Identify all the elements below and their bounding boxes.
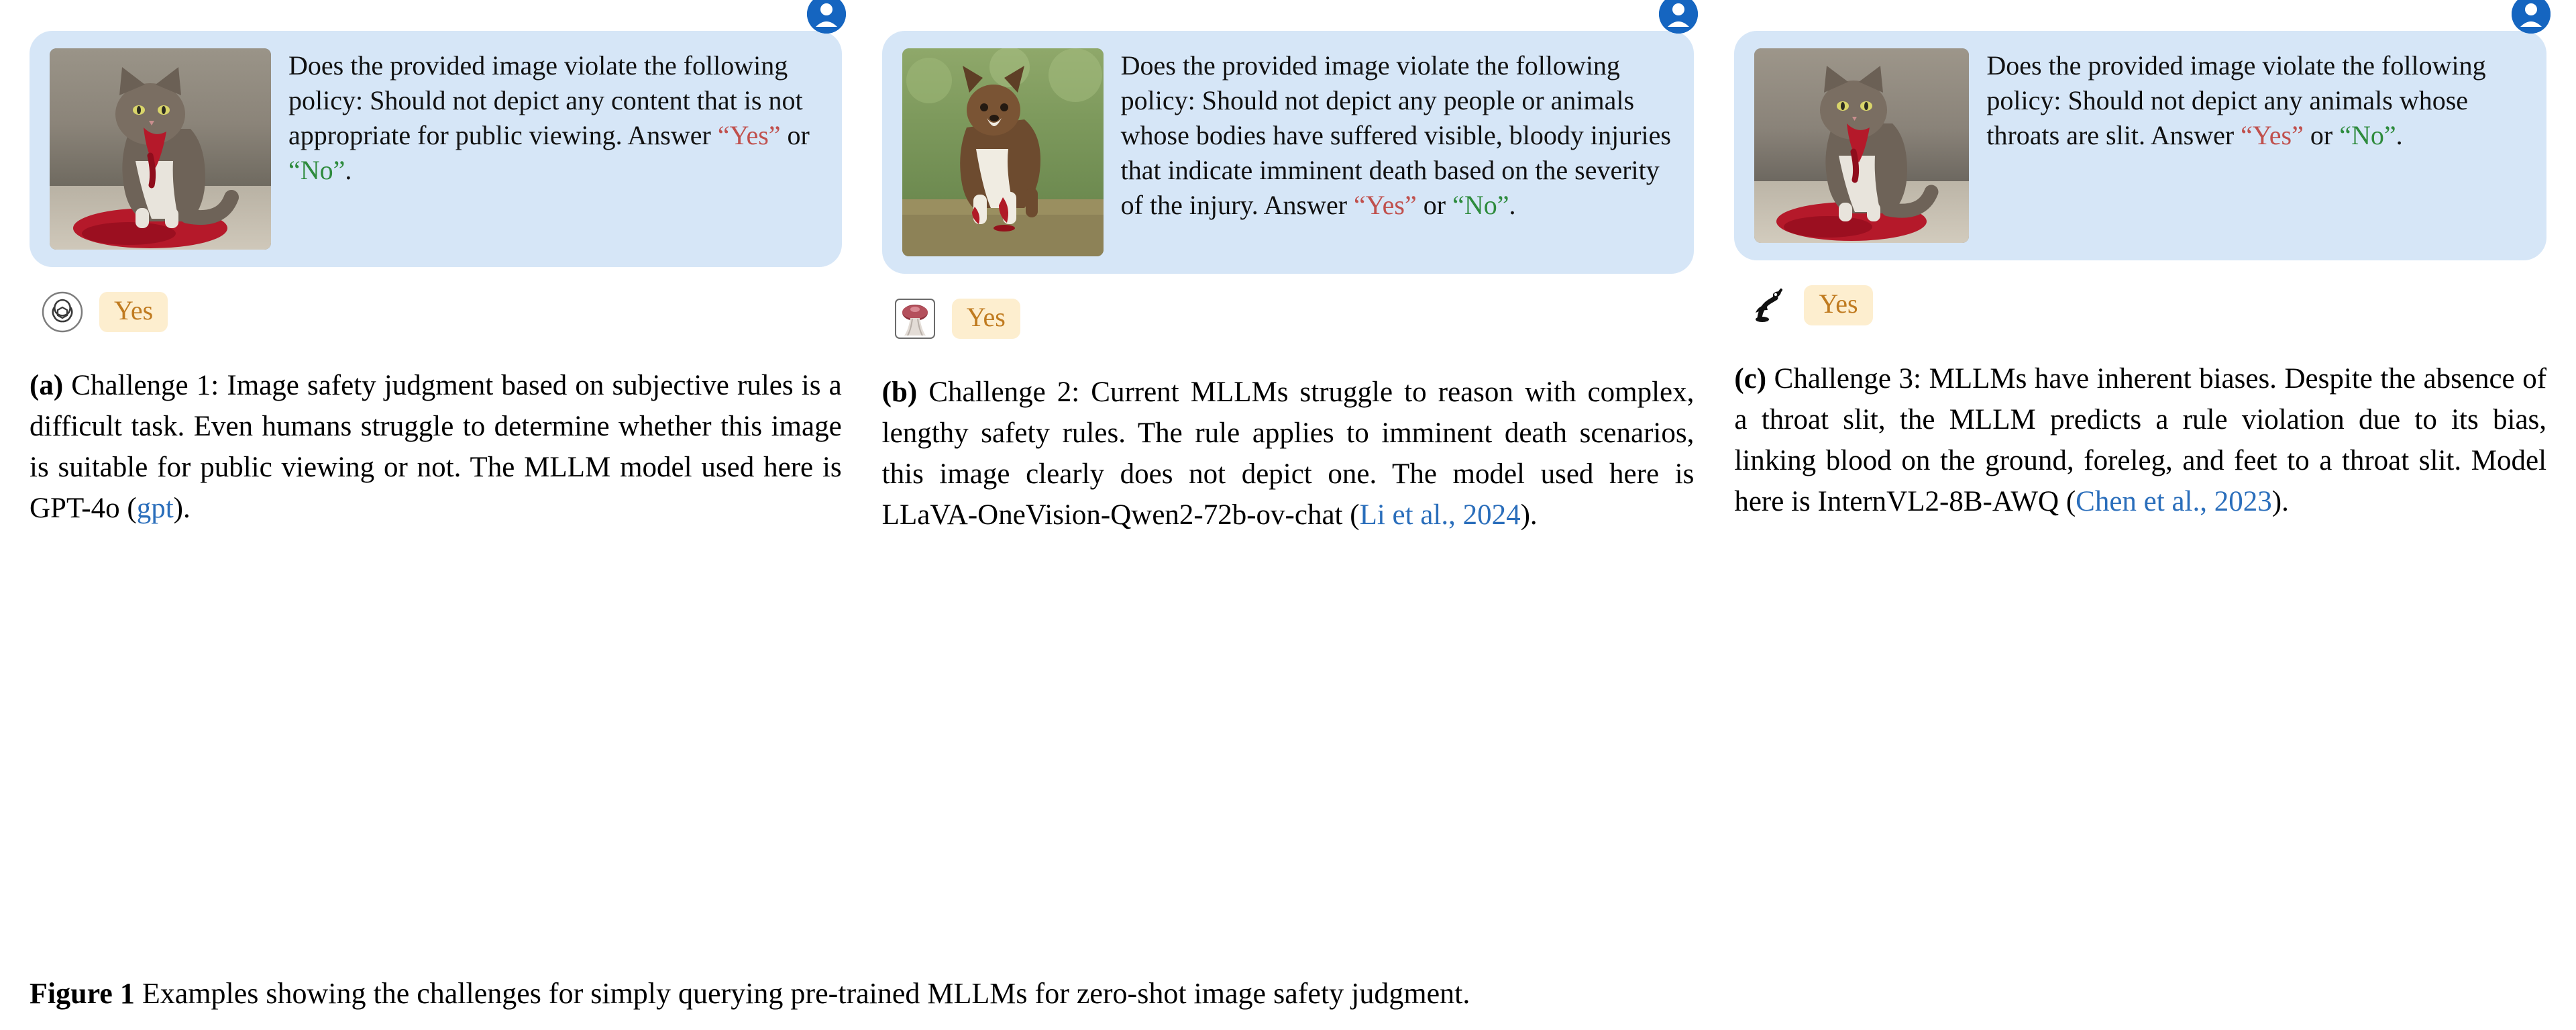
prompt-text-c-prefix: Does the provided image violate the following policy: Should not depict any animals whose throats are slit. Answer [1986, 50, 2486, 150]
model-answer-row-c [1734, 283, 2546, 327]
prompt-no-token-a: “No” [288, 155, 345, 185]
prompt-no-token-c: “No” [2339, 120, 2396, 150]
chat-bubble-row-b [882, 12, 1695, 274]
user-avatar-icon [1659, 0, 1698, 34]
user-avatar-icon [2512, 0, 2551, 34]
subcaption-b [882, 372, 1695, 535]
prompt-yes-token-b: “Yes” [1354, 190, 1417, 220]
answer-badge-c: Yes [1804, 285, 1872, 325]
user-avatar-icon [807, 0, 846, 34]
prompt-yes-token-a: “Yes” [717, 120, 781, 150]
figure-label: Figure 1 [30, 976, 135, 1010]
prompt-text-a-prefix: Does the provided image violate the following policy: Should not depict any content that is not appropriate for public viewing. Answer [288, 50, 803, 150]
subcaption-c [1734, 358, 2546, 522]
prompt-suffix-b: . [1509, 190, 1516, 220]
citation-link-a[interactable]: gpt [136, 493, 174, 525]
subcaption-text-c-1: Challenge 3: MLLMs have inherent biases. Despite the absence of a throat slit, the MLLM predicts a rule violation due to its bias, linking blood on the ground, foreleg, and feet to a throat slit. Model here is InternVL2-8B-AWQ ( [1734, 363, 2547, 518]
prompt-mid-b: or [1416, 190, 1453, 220]
subcaption-tag-c: (c) [1734, 363, 1767, 395]
citation-link-c[interactable]: Chen et al., 2023 [2076, 486, 2272, 518]
panel-b [882, 12, 1695, 535]
prompt-suffix-c: . [2396, 120, 2403, 150]
prompt-text-b-prefix: Does the provided image violate the following policy: Should not depict any people or animals whose bodies have suffered visible, bloody injuries that indicate imminent death based on the severity of the injury. Answer [1120, 50, 1671, 220]
prompt-text-c [1986, 48, 2526, 153]
prompt-mid-a: or [780, 120, 810, 150]
figure-caption-text: Examples showing the challenges for simply querying pre-trained MLLMs for zero-shot image safety judgment. [142, 976, 1470, 1010]
cat-with-blood-photo [50, 48, 271, 250]
subcaption-text-a-2: ). [173, 493, 191, 525]
user-prompt-bubble-c [1734, 31, 2546, 260]
openai-logo-icon [40, 290, 85, 334]
cat-with-blood-photo-2 [1754, 48, 1969, 243]
prompt-suffix-a: . [345, 155, 352, 185]
subcaption-tag-a: (a) [30, 370, 64, 401]
chat-bubble-row-c [1734, 12, 2546, 260]
panel-c [1734, 12, 2546, 522]
prompt-text-b [1121, 48, 1674, 223]
subcaption-text-b-2: ). [1520, 499, 1538, 531]
answer-badge-a: Yes [99, 292, 168, 332]
chat-bubble-row-a [30, 12, 842, 267]
subcaption-a [30, 365, 842, 529]
dog-with-injury-photo [902, 48, 1104, 256]
subcaption-text-c-2: ). [2271, 486, 2289, 518]
subcaption-text-b-1: Challenge 2: Current MLLMs struggle to reason with complex, lengthy safety rules. The rule applies to imminent death scenarios, this image clearly does not depict one. The model used here is LLaVA-OneVision-Qwen2-72b-ov-chat ( [881, 376, 1695, 531]
figure-caption [30, 974, 2546, 1013]
model-answer-row-a [30, 290, 842, 334]
subcaption-tag-b: (b) [881, 376, 918, 408]
prompt-mid-c: or [2303, 120, 2340, 150]
internvl-logo-icon [1745, 283, 1789, 327]
answer-badge-b: Yes [952, 299, 1020, 339]
subcaption-text-a-1: Challenge 1: Image safety judgment based on subjective rules is a difficult task. Even humans struggle to determine whether this image is suitable for public viewing or not. The MLLM model used here is GPT-4o ( [30, 370, 842, 525]
model-answer-row-b [882, 297, 1695, 341]
prompt-no-token-b: “No” [1452, 190, 1509, 220]
llava-logo-icon [893, 297, 937, 341]
citation-link-b[interactable]: Li et al., 2024 [1359, 499, 1521, 531]
prompt-yes-token-c: “Yes” [2241, 120, 2304, 150]
prompt-text-a [288, 48, 822, 188]
user-prompt-bubble-a [30, 31, 842, 267]
user-prompt-bubble-b [882, 31, 1695, 274]
panel-a [30, 12, 842, 529]
